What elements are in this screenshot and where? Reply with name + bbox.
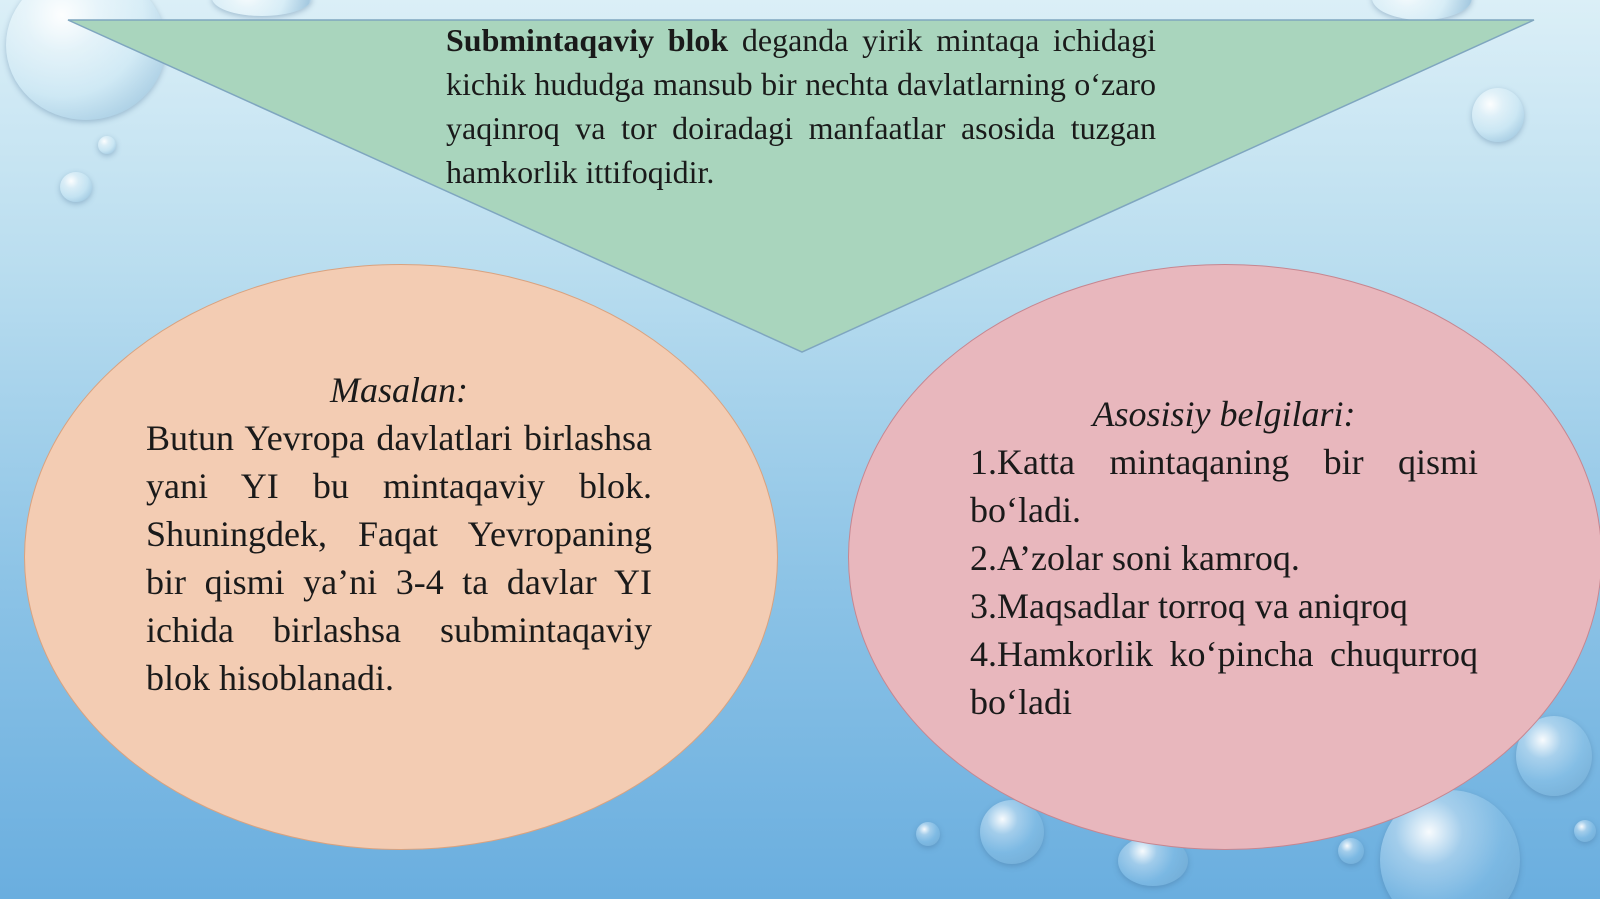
features-text-block [970,390,1478,726]
features-heading: Asosisiy belgilari: [1092,394,1356,434]
feature-item: 2.A’zolar soni kamroq. [970,538,1300,578]
feature-item: 3.Maqsadlar torroq va aniqroq [970,586,1408,626]
example-text-block [146,366,652,702]
feature-item: 1.Katta mintaqaning bir qismi bo‘ladi. [970,442,1478,530]
example-body: Butun Yevropa davlatlari birlashsa yani YI bu mintaqaviy blok. Shuningdek, Faqat Yevropaning bir qismi ya’ni 3-4 ta davlar YI ichida birlashsa submintaqaviy blok hisoblanadi. [146,418,652,698]
example-heading: Masalan: [330,370,468,410]
feature-item: 4.Hamkorlik ko‘pincha chuqurroq bo‘ladi [970,634,1478,722]
definition-term: Submintaqaviy blok [446,22,729,58]
definition-body: deganda yirik mintaqa ichidagi kichik hududga mansub bir nechta davlatlarning o‘zaro yaqinroq va tor doiradagi manfaatlar asosida tuzgan hamkorlik ittifoqidir. [446,22,1157,190]
definition-text [446,18,1156,194]
